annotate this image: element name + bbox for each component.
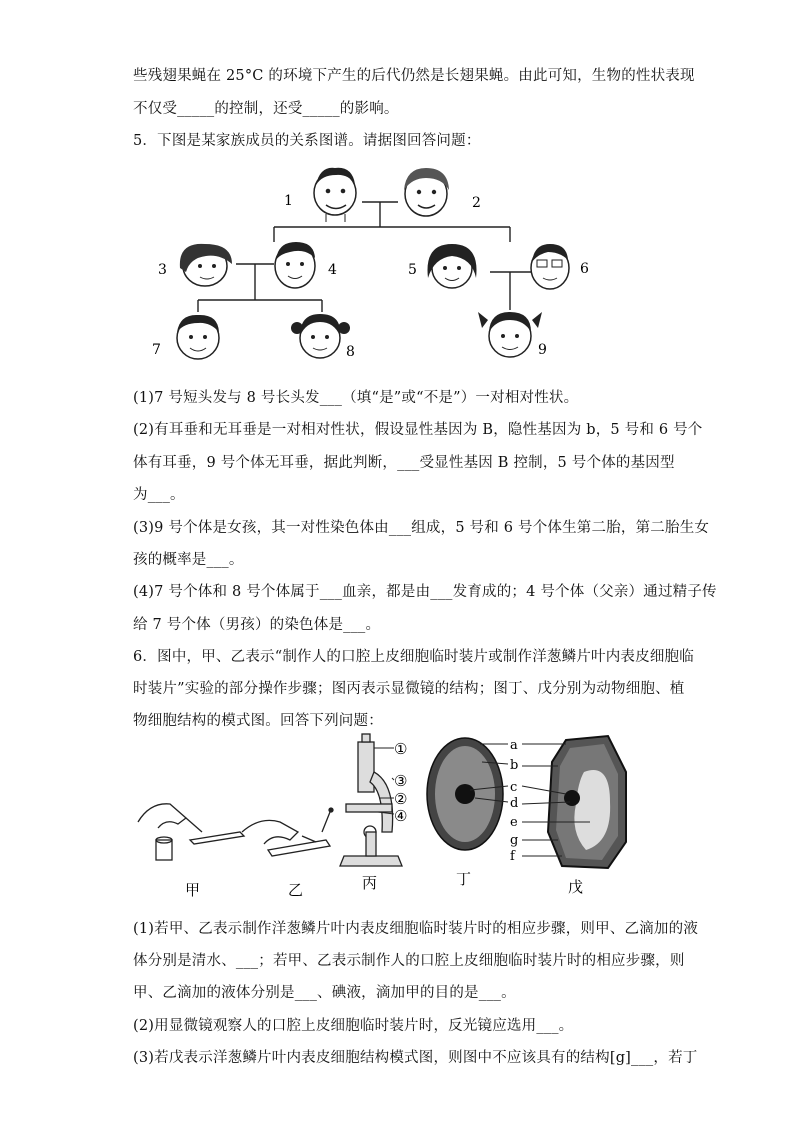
person-number: 3 <box>158 262 167 278</box>
question-5-1: (1)7 号短头发与 8 号长头发___（填“是”或“不是”）一对相对性状。 <box>133 390 579 406</box>
text-line: 不仅受_____的控制，还受_____的影响。 <box>133 101 399 117</box>
label-b: b <box>510 758 519 773</box>
person-number: 9 <box>538 342 547 358</box>
dropping-liquid-illustration <box>138 804 244 860</box>
person-number: 5 <box>408 262 417 278</box>
question-5-2: 为___。 <box>133 487 185 503</box>
question-5-2: 体有耳垂，9 号个体无耳垂，据此判断，___受显性基因 B 控制，5 号个体的基因型 <box>133 455 675 471</box>
family-pedigree-figure <box>150 160 589 375</box>
person-5-face-icon <box>428 244 477 288</box>
question-6-1: (1)若甲、乙表示制作洋葱鳞片叶内表皮细胞临时装片时的相应步骤，则甲、乙滴加的液 <box>133 921 699 937</box>
label-d: d <box>510 796 519 811</box>
question-6-title: 时装片”实验的部分操作步骤；图丙表示显微镜的结构；图丁、戊分别为动物细胞、植 <box>133 681 685 697</box>
person-number: 1 <box>284 193 293 209</box>
label-f: f <box>510 849 515 864</box>
label-c: c <box>510 780 518 795</box>
person-8-face-icon <box>291 314 350 358</box>
person-4-face-icon <box>275 242 315 288</box>
question-5-3: 孩的概率是___。 <box>133 552 244 568</box>
figure-label-wu: 戊 <box>568 878 584 896</box>
question-5-2: (2)有耳垂和无耳垂是一对相对性状，假设显性基因为 B，隐性基因为 b，5 号和 6 号个 <box>133 422 703 438</box>
microscope-icon <box>340 734 402 866</box>
person-number: 6 <box>580 261 589 277</box>
question-6-2: (2)用显微镜观察人的口腔上皮细胞临时装片时，反光镜应选用___。 <box>133 1018 574 1034</box>
question-6-title: 6．图中，甲、乙表示“制作人的口腔上皮细胞临时装片或制作洋葱鳞片叶内表皮细胞临 <box>133 649 694 665</box>
marker-2: ② <box>394 790 408 808</box>
person-3-face-icon <box>180 244 232 286</box>
label-g: g <box>510 833 519 848</box>
animal-cell-diagram <box>427 738 503 850</box>
question-5-3: (3)9 号个体是女孩，其一对性染色体由___组成，5 号和 6 号个体生第二胎，第二胎生女 <box>133 520 710 536</box>
figure-label-bing: 丙 <box>362 874 378 892</box>
figure-label-yi: 乙 <box>288 881 304 899</box>
marker-3: ③ <box>394 772 408 790</box>
figure-label-jia: 甲 <box>185 881 201 899</box>
person-number: 7 <box>152 342 161 358</box>
question-5-4: 给 7 号个体（男孩）的染色体是___。 <box>133 617 381 633</box>
label-a: a <box>510 738 518 753</box>
question-6-title: 物细胞结构的模式图。回答下列问题： <box>133 713 383 729</box>
question-6-1: 甲、乙滴加的液体分别是___、碘液，滴加甲的目的是___。 <box>133 985 516 1001</box>
person-7-face-icon <box>177 315 219 359</box>
marker-1: ① <box>394 740 408 758</box>
marker-4: ④ <box>394 807 408 825</box>
person-9-face-icon <box>478 312 542 357</box>
person-number: 2 <box>472 195 481 211</box>
question-5-title: 5．下图是某家族成员的关系图谱。请据图回答问题： <box>133 133 481 149</box>
person-2-face-icon <box>404 168 449 216</box>
text-line: 些残翅果蝇在 25°C 的环境下产生的后代仍然是长翅果蝇。由此可知，生物的性状表现 <box>133 68 695 84</box>
experiment-figure <box>130 732 640 902</box>
question-6-3: (3)若戊表示洋葱鳞片叶内表皮细胞结构模式图，则图中不应该具有的结构[g]___，若丁 <box>133 1050 698 1066</box>
cover-slip-illustration <box>242 808 333 856</box>
label-e: e <box>510 815 518 830</box>
person-number: 4 <box>328 262 337 278</box>
question-5-4: (4)7 号个体和 8 号个体属于___血亲，都是由___发育成的；4 号个体（父亲）通过精子传 <box>133 584 717 600</box>
person-number: 8 <box>346 344 355 360</box>
figure-label-ding: 丁 <box>456 870 472 888</box>
question-6-1: 体分别是清水、___；若甲、乙表示制作人的口腔上皮细胞临时装片时的相应步骤，则 <box>133 953 685 969</box>
person-6-face-icon <box>531 244 569 289</box>
person-1-face-icon <box>314 168 356 222</box>
